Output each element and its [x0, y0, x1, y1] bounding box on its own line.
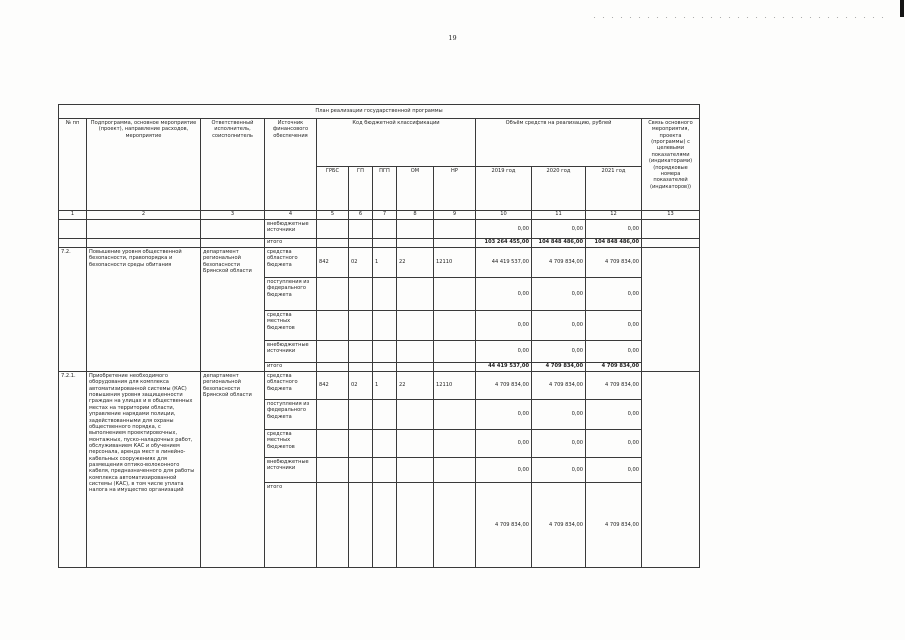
source-cell: поступления из федерального бюджета — [265, 400, 317, 430]
amount-2019: 4 709 834,00 — [476, 483, 532, 568]
header-year-2019: 2019 год — [476, 167, 532, 211]
column-number: 4 — [265, 211, 317, 220]
source-cell: средства областного бюджета — [265, 372, 317, 400]
table-title: План реализации государственной программы — [59, 105, 700, 119]
item-executor: департамент региональной безопасности Брянской области — [201, 248, 265, 372]
amount-2020: 104 848 486,00 — [532, 239, 586, 248]
source-cell: итого — [265, 483, 317, 568]
amount-2021: 4 709 834,00 — [586, 372, 642, 400]
column-number: 12 — [586, 211, 642, 220]
source-cell: итого — [265, 363, 317, 372]
amount-2019: 44 419 537,00 — [476, 363, 532, 372]
item-name: Приобретение необходимого оборудования для комплекса автоматизированной системы (КАС) повышения уровня защищенности граждан на улицах и в общественных местах на территории области, управление нарядами полиции, задействованными для охраны общественного порядка, с выполнением проектировочных, монтажных, пуско-наладочных работ, обслуживанием КАС и обучением персонала, аренда мест в линейно-кабельных сооружениях для размещения оптико-волоконного кабеля, предназначенного для работы комплекса автоматизированной системы (КАС), в том числе уплата налога на имущество организаций — [87, 372, 201, 568]
amount-2020: 0,00 — [532, 311, 586, 341]
amount-2021: 4 709 834,00 — [586, 363, 642, 372]
amount-2019: 0,00 — [476, 430, 532, 458]
code-nr: 12110 — [434, 372, 476, 400]
amount-2019: 0,00 — [476, 278, 532, 311]
amount-2020: 0,00 — [532, 220, 586, 239]
code-om: 22 — [397, 372, 434, 400]
amount-2020: 0,00 — [532, 458, 586, 483]
amount-2021: 0,00 — [586, 278, 642, 311]
code-nr: 12110 — [434, 248, 476, 278]
code-grbs: 842 — [317, 372, 349, 400]
amount-2020: 4 709 834,00 — [532, 363, 586, 372]
column-number: 6 — [349, 211, 373, 220]
table-row — [59, 248, 700, 278]
table-row — [59, 372, 700, 400]
header-budget-code: Код бюджетной классификации — [317, 119, 476, 167]
source-cell: средства местных бюджетов — [265, 311, 317, 341]
source-cell: итого — [265, 239, 317, 248]
column-number: 3 — [201, 211, 265, 220]
amount-2020: 4 709 834,00 — [532, 248, 586, 278]
amount-2020: 0,00 — [532, 341, 586, 363]
source-cell: средства местных бюджетов — [265, 430, 317, 458]
item-number: 7.2. — [59, 248, 87, 372]
amount-2020: 4 709 834,00 — [532, 372, 586, 400]
column-number: 5 — [317, 211, 349, 220]
column-number: 13 — [642, 211, 700, 220]
header-grbs: ГРБС — [317, 167, 349, 211]
scan-speckles — [590, 17, 890, 18]
header-year-2020: 2020 год — [532, 167, 586, 211]
column-number: 11 — [532, 211, 586, 220]
code-grbs: 842 — [317, 248, 349, 278]
header-executor: Ответственный исполнитель, соисполнитель — [201, 119, 265, 211]
source-cell: внебюджетные источники — [265, 341, 317, 363]
amount-2021: 0,00 — [586, 311, 642, 341]
page-number: 19 — [448, 34, 457, 42]
header-source: Источник финансового обеспечения — [265, 119, 317, 211]
amount-2021: 0,00 — [586, 400, 642, 430]
amount-2021: 104 848 486,00 — [586, 239, 642, 248]
column-number: 2 — [87, 211, 201, 220]
source-cell: средства областного бюджета — [265, 248, 317, 278]
amount-2020: 0,00 — [532, 278, 586, 311]
amount-2019: 4 709 834,00 — [476, 372, 532, 400]
source-cell: внебюджетные источники — [265, 458, 317, 483]
amount-2019: 0,00 — [476, 341, 532, 363]
amount-2020: 0,00 — [532, 430, 586, 458]
header-year-2021: 2021 год — [586, 167, 642, 211]
header-num: № пп — [59, 119, 87, 211]
program-plan-table — [58, 104, 700, 568]
code-gp: 02 — [349, 372, 373, 400]
item-number: 7.2.1. — [59, 372, 87, 568]
amount-2019: 103 264 455,00 — [476, 239, 532, 248]
code-pgp: 1 — [373, 248, 397, 278]
table-row — [59, 239, 700, 248]
header-link: Связь основного мероприятия, проекта (программы) с целевыми показателями (индикаторами) (порядковые номера показателей (индикаторов)) — [642, 119, 700, 211]
header-subprogram: Подпрограмма, основное мероприятие (проект), направление расходов, мероприятие — [87, 119, 201, 211]
column-numbers-row — [59, 211, 700, 220]
header-om: ОМ — [397, 167, 434, 211]
source-cell: поступления из федерального бюджета — [265, 278, 317, 311]
header-pgp: ПГП — [373, 167, 397, 211]
amount-2020: 4 709 834,00 — [532, 483, 586, 568]
column-number: 8 — [397, 211, 434, 220]
amount-2021: 0,00 — [586, 430, 642, 458]
code-pgp: 1 — [373, 372, 397, 400]
table-row — [59, 220, 700, 239]
header-volume: Объём средств на реализацию, рублей — [476, 119, 642, 167]
code-om: 22 — [397, 248, 434, 278]
code-gp: 02 — [349, 248, 373, 278]
item-name: Повышение уровня общественной безопасности, правопорядка и безопасности среды обитания — [87, 248, 201, 372]
amount-2021: 0,00 — [586, 341, 642, 363]
amount-2020: 0,00 — [532, 400, 586, 430]
header-nr: НР — [434, 167, 476, 211]
amount-2019: 0,00 — [476, 458, 532, 483]
item-executor: департамент региональной безопасности Брянской области — [201, 372, 265, 568]
amount-2019: 44 419 537,00 — [476, 248, 532, 278]
amount-2021: 4 709 834,00 — [586, 248, 642, 278]
amount-2019: 0,00 — [476, 311, 532, 341]
amount-2019: 0,00 — [476, 400, 532, 430]
column-number: 10 — [476, 211, 532, 220]
column-number: 1 — [59, 211, 87, 220]
amount-2021: 0,00 — [586, 458, 642, 483]
amount-2021: 0,00 — [586, 220, 642, 239]
amount-2019: 0,00 — [476, 220, 532, 239]
scan-edge-mark — [900, 0, 904, 17]
source-cell: внебюджетные источники — [265, 220, 317, 239]
column-number: 9 — [434, 211, 476, 220]
amount-2021: 4 709 834,00 — [586, 483, 642, 568]
column-number: 7 — [373, 211, 397, 220]
header-gp: ГП — [349, 167, 373, 211]
